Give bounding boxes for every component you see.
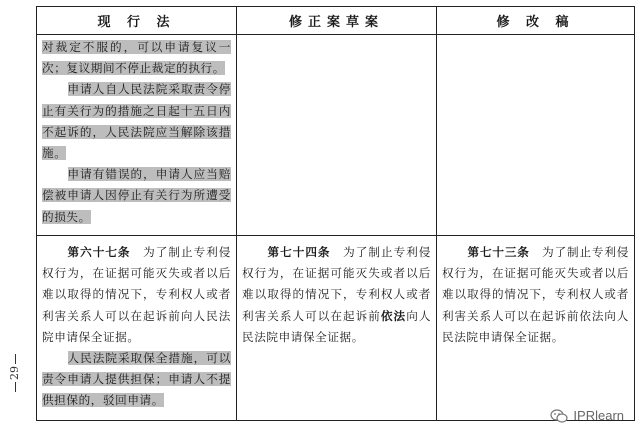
highlighted-text: 人民法院采取保全措施，可以责令申请人提供担保；申请人不提供担保的，驳回申请。 [42, 351, 231, 408]
watermark [550, 408, 624, 423]
revised-draft-cell [437, 35, 635, 236]
draft-amendment-cell [237, 236, 437, 421]
current-law-cell [37, 35, 237, 236]
article-text: 为了制止专利侵权行为，在证据可能灭失或者以后难以取得的情况下，专利权人或者利害关系人可以在起诉前 [242, 245, 431, 323]
highlighted-text: 申请有错误的，申请人应当赔偿被申请人因停止有关行为所遭受的损失。 [42, 167, 231, 224]
highlighted-text: 申请人自人民法院采取责令停止有关行为的措施之日起十五日内不起诉的，人民法院应当解除该措施。 [42, 82, 231, 161]
draft-amendment-cell [237, 35, 437, 236]
page-number-dash-bottom [15, 382, 16, 392]
current-law-cell [37, 236, 237, 421]
table-row [37, 35, 635, 236]
article-number: 第六十七条 [67, 245, 131, 259]
header-draft-amendment: 修正案草案 [237, 7, 437, 35]
header-current-law: 现 行 法 [37, 7, 237, 35]
page-number-dash-top [15, 354, 16, 364]
article-text: 为了制止专利侵权行为，在证据可能灭失或者以后难以取得的情况下，专利权人或者利害关系人可以在起诉前向人民法院申请保全证据。 [42, 245, 231, 344]
table-row [37, 236, 635, 421]
article-number: 第七十四条 [267, 245, 331, 259]
article-text: 向人民法院申请保全证据。 [242, 308, 432, 344]
revised-draft-cell [437, 236, 635, 421]
header-row [37, 7, 635, 35]
watermark-text: IPRlearn [573, 408, 624, 423]
wechat-icon [550, 409, 568, 423]
comparison-table [36, 6, 635, 421]
page-number-value: 29 [8, 366, 21, 380]
article-number: 第七十三条 [467, 245, 530, 259]
highlighted-text: 对裁定不服的，可以申请复议一次；复议期间不停止裁定的执行。 [42, 40, 231, 76]
header-revised-draft: 修 改 稿 [437, 7, 635, 35]
page-number [4, 352, 26, 394]
article-text: 为了制止专利侵权行为，在证据可能灭失或者以后难以取得的情况下，专利权人或者利害关系人可以在起诉前依法向人民法院申请保全证据。 [442, 245, 629, 344]
inserted-text: 依法 [380, 308, 407, 323]
